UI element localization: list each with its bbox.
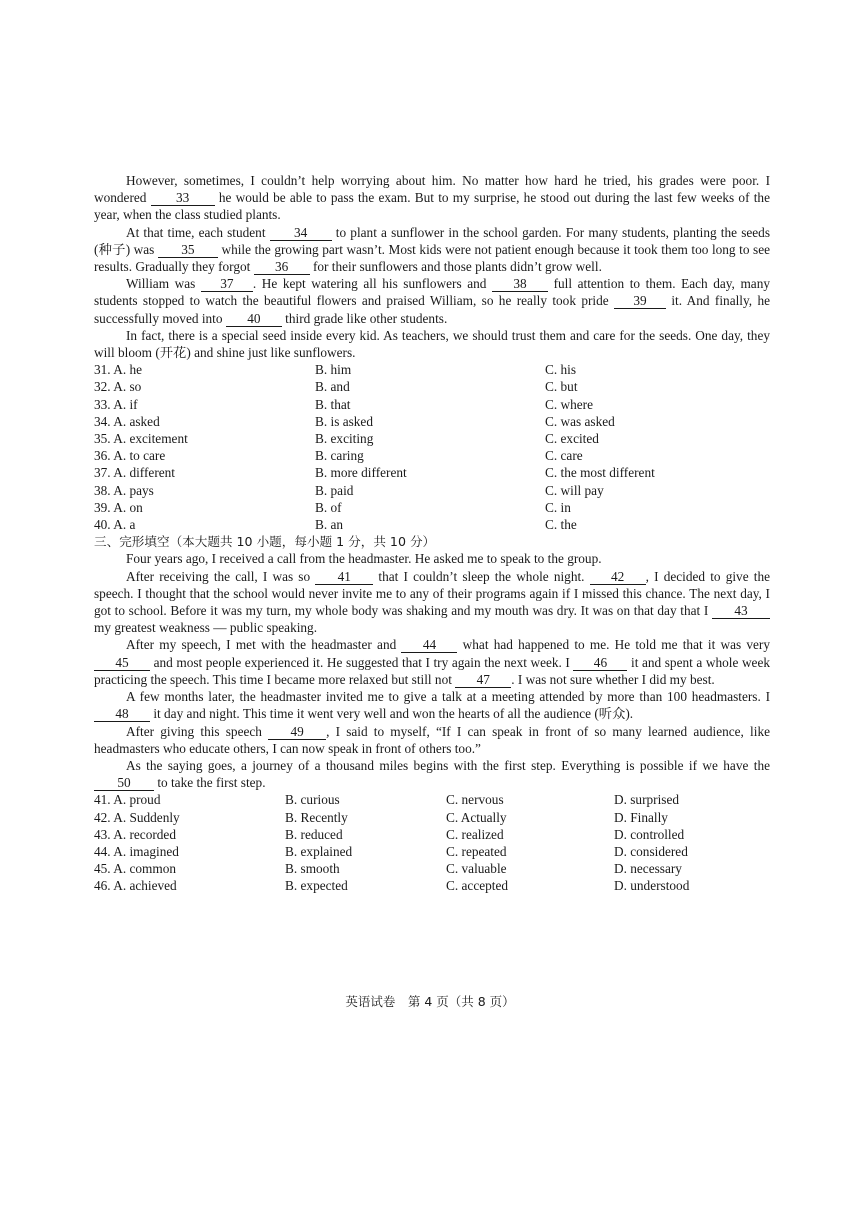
options-31-40 [94,361,770,533]
answer-option[interactable]: C. will pay [545,482,604,498]
answer-option[interactable]: B. that [315,396,351,412]
option-row [94,791,770,808]
passage-text: while the growing part wasn’t. Most kids were not patient enough because it took them too long to see results. Gradually they forgot [94,241,771,275]
blank-43[interactable]: 43 [712,604,770,619]
answer-option[interactable]: C. excited [545,431,599,447]
option-row [94,396,770,413]
answer-option[interactable]: B. explained [285,843,353,859]
option-row [94,361,770,378]
options-41-46 [94,791,770,894]
blank-33[interactable]: 33 [151,191,215,206]
answer-option[interactable]: B. him [315,362,352,378]
answer-option[interactable]: B. Recently [285,809,348,825]
passage-1 [94,172,770,361]
passage-2 [94,550,770,791]
answer-option[interactable]: D. Finally [614,809,668,825]
option-row [94,447,770,464]
answer-option[interactable]: B. curious [285,792,340,808]
answer-option[interactable]: 31. A. he [94,362,143,378]
paragraph [94,275,770,327]
answer-option[interactable]: 42. A. Suddenly [94,809,180,825]
blank-37[interactable]: 37 [201,277,253,292]
passage-text: that I couldn’t sleep the whole night. [373,568,590,584]
passage-text: A few months later, the headmaster invited me to give a talk at a meeting attended by more than 100 headmasters. I [126,689,770,705]
option-row [94,413,770,430]
passage-text: After giving this speech [126,723,269,739]
passage-text: As the saying goes, a journey of a thousand miles begins with the first step. Everything is possible if we have the [126,757,770,773]
option-row [94,809,770,826]
answer-option[interactable]: D. necessary [614,861,682,877]
answer-option[interactable]: C. Actually [446,809,507,825]
paragraph [94,550,770,567]
passage-text: what had happened to me. He told me that it was very [457,637,770,653]
answer-option[interactable]: B. expected [285,878,348,894]
answer-option[interactable]: 34. A. asked [94,413,160,429]
answer-option[interactable]: 46. A. achieved [94,878,177,894]
option-row [94,378,770,395]
passage-text: . I was not sure whether I did my best. [511,671,715,687]
answer-option[interactable]: B. reduced [285,826,343,842]
option-row [94,499,770,516]
paragraph [94,568,770,637]
blank-34[interactable]: 34 [270,226,332,241]
blank-42[interactable]: 42 [590,570,646,585]
paragraph [94,224,770,276]
answer-option[interactable]: C. the [545,517,577,533]
answer-option[interactable]: 35. A. excitement [94,431,188,447]
blank-40[interactable]: 40 [226,312,282,327]
passage-text: At that time, each student [126,224,270,240]
answer-option[interactable]: 32. A. so [94,379,142,395]
answer-option[interactable]: C. was asked [545,413,615,429]
answer-option[interactable]: B. paid [315,482,354,498]
answer-option[interactable]: 39. A. on [94,499,143,515]
answer-option[interactable]: B. of [315,499,342,515]
passage-text: , I decided to give the speech. I thought that the school would never invite me to any of their programs again if I missed this chance. The next day, I got to school. Before it was my turn, my whole body was shaking and my mouth was dry. It was on that day that I [94,568,770,619]
answer-option[interactable]: 36. A. to care [94,448,166,464]
paragraph [94,757,770,791]
answer-option[interactable]: B. caring [315,448,364,464]
answer-option[interactable]: C. accepted [446,878,509,894]
answer-option[interactable]: D. controlled [614,826,685,842]
paragraph [94,723,770,757]
option-row [94,430,770,447]
answer-option[interactable]: C. where [545,396,593,412]
passage-text: full attention to them. Each day, many students stopped to watch the beautiful flowers and praised William, so he really took pride [94,276,770,309]
answer-option[interactable]: B. exciting [315,431,374,447]
answer-option[interactable]: C. care [545,448,583,464]
option-row [94,860,770,877]
answer-option[interactable]: C. valuable [446,861,507,877]
option-row [94,464,770,481]
answer-option[interactable]: B. more different [315,465,407,481]
passage-text: my greatest weakness — public speaking. [94,620,318,636]
passage-text: it. And finally, he successfully moved into [94,293,770,326]
answer-option[interactable]: B. is asked [315,413,373,429]
paragraph [94,172,770,224]
passage-text: In fact, there is a special seed inside every kid. As teachers, we should trust them and care for the seeds. One day, they will bloom (开花) and shine just like sunflowers. [94,327,770,361]
blank-47[interactable]: 47 [455,673,511,688]
answer-option[interactable]: C. nervous [446,792,504,808]
page-footer: 英语试卷 第 4 页（共 8 页） [345,994,515,1009]
blank-35[interactable]: 35 [158,243,218,258]
section-3-title: 三、完形填空（本大题共 10 小题，每小题 1 分，共 10 分） [94,534,436,550]
answer-option[interactable]: D. surprised [614,792,679,808]
blank-45[interactable]: 45 [94,656,150,671]
passage-text: After receiving the call, I was so [126,568,316,584]
option-row [94,826,770,843]
answer-option[interactable]: 38. A. pays [94,482,154,498]
answer-option[interactable]: 40. A. a [94,517,136,533]
passage-text: for their sunflowers and those plants didn’t grow well. [309,259,602,275]
passage-text: it day and night. This time it went very well and won the hearts of all the audience (听众). [150,706,634,722]
answer-option[interactable]: 43. A. recorded [94,826,176,842]
answer-option[interactable]: 37. A. different [94,465,175,481]
passage-text: . He kept watering all his sunflowers and [252,276,492,292]
answer-option[interactable]: C. in [545,499,571,515]
paragraph [94,636,770,688]
passage-text: After my speech, I met with the headmaster and [126,637,402,653]
blank-41[interactable]: 41 [315,570,373,585]
answer-option[interactable]: C. repeated [446,843,507,859]
answer-option[interactable]: B. an [315,517,344,533]
answer-option[interactable]: B. and [315,379,350,395]
answer-option[interactable]: 33. A. if [94,396,138,412]
blank-39[interactable]: 39 [614,294,666,309]
blank-49[interactable]: 49 [268,725,326,740]
passage-text: he would be able to pass the exam. But to my surprise, he stood out during the last few weeks of the year, when the class studied plants. [94,190,770,223]
option-row [94,482,770,499]
blank-36[interactable]: 36 [254,260,310,275]
answer-option[interactable]: C. the most different [545,465,655,481]
answer-option[interactable]: D. considered [614,843,688,859]
option-row [94,877,770,894]
blank-38[interactable]: 38 [492,277,548,292]
option-row [94,516,770,533]
passage-text: third grade like other students. [281,310,448,326]
answer-option[interactable]: C. his [545,362,577,378]
blank-48[interactable]: 48 [94,707,150,722]
passage-text: William was [126,276,201,292]
blank-44[interactable]: 44 [401,638,457,653]
exam-content [94,172,770,895]
answer-option[interactable]: C. realized [446,826,504,842]
passage-text: to take the first step. [154,775,266,791]
passage-text: , I said to myself, “If I can speak in front of so many learned audience, like headmasters who educate others, I can now speak in front of others too.” [94,723,770,756]
passage-text: However, sometimes, I couldn’t help worrying about him. No matter how hard he tried, his grades were poor. I wondered [94,173,770,206]
passage-text: Four years ago, I received a call from the headmaster. He asked me to speak to the group. [126,551,602,567]
passage-text: and most people experienced it. He suggested that I try again the next week. I [150,654,574,670]
answer-option[interactable]: 45. A. common [94,861,176,877]
answer-option[interactable]: B. smooth [285,861,340,877]
paragraph [94,688,770,722]
option-row [94,843,770,860]
paragraph [94,327,770,361]
blank-46[interactable]: 46 [573,656,627,671]
passage-text: it and spent a whole week practicing the speech. This time I became more relaxed but still not [94,654,771,687]
answer-option[interactable]: 41. A. proud [94,792,161,808]
answer-option[interactable]: C. but [545,379,578,395]
blank-50[interactable]: 50 [94,776,154,791]
answer-option[interactable]: D. understood [614,878,690,894]
answer-option[interactable]: 44. A. imagined [94,843,179,859]
passage-text: to plant a sunflower in the school garden. For many students, planting the seeds (种子) was [94,224,770,257]
